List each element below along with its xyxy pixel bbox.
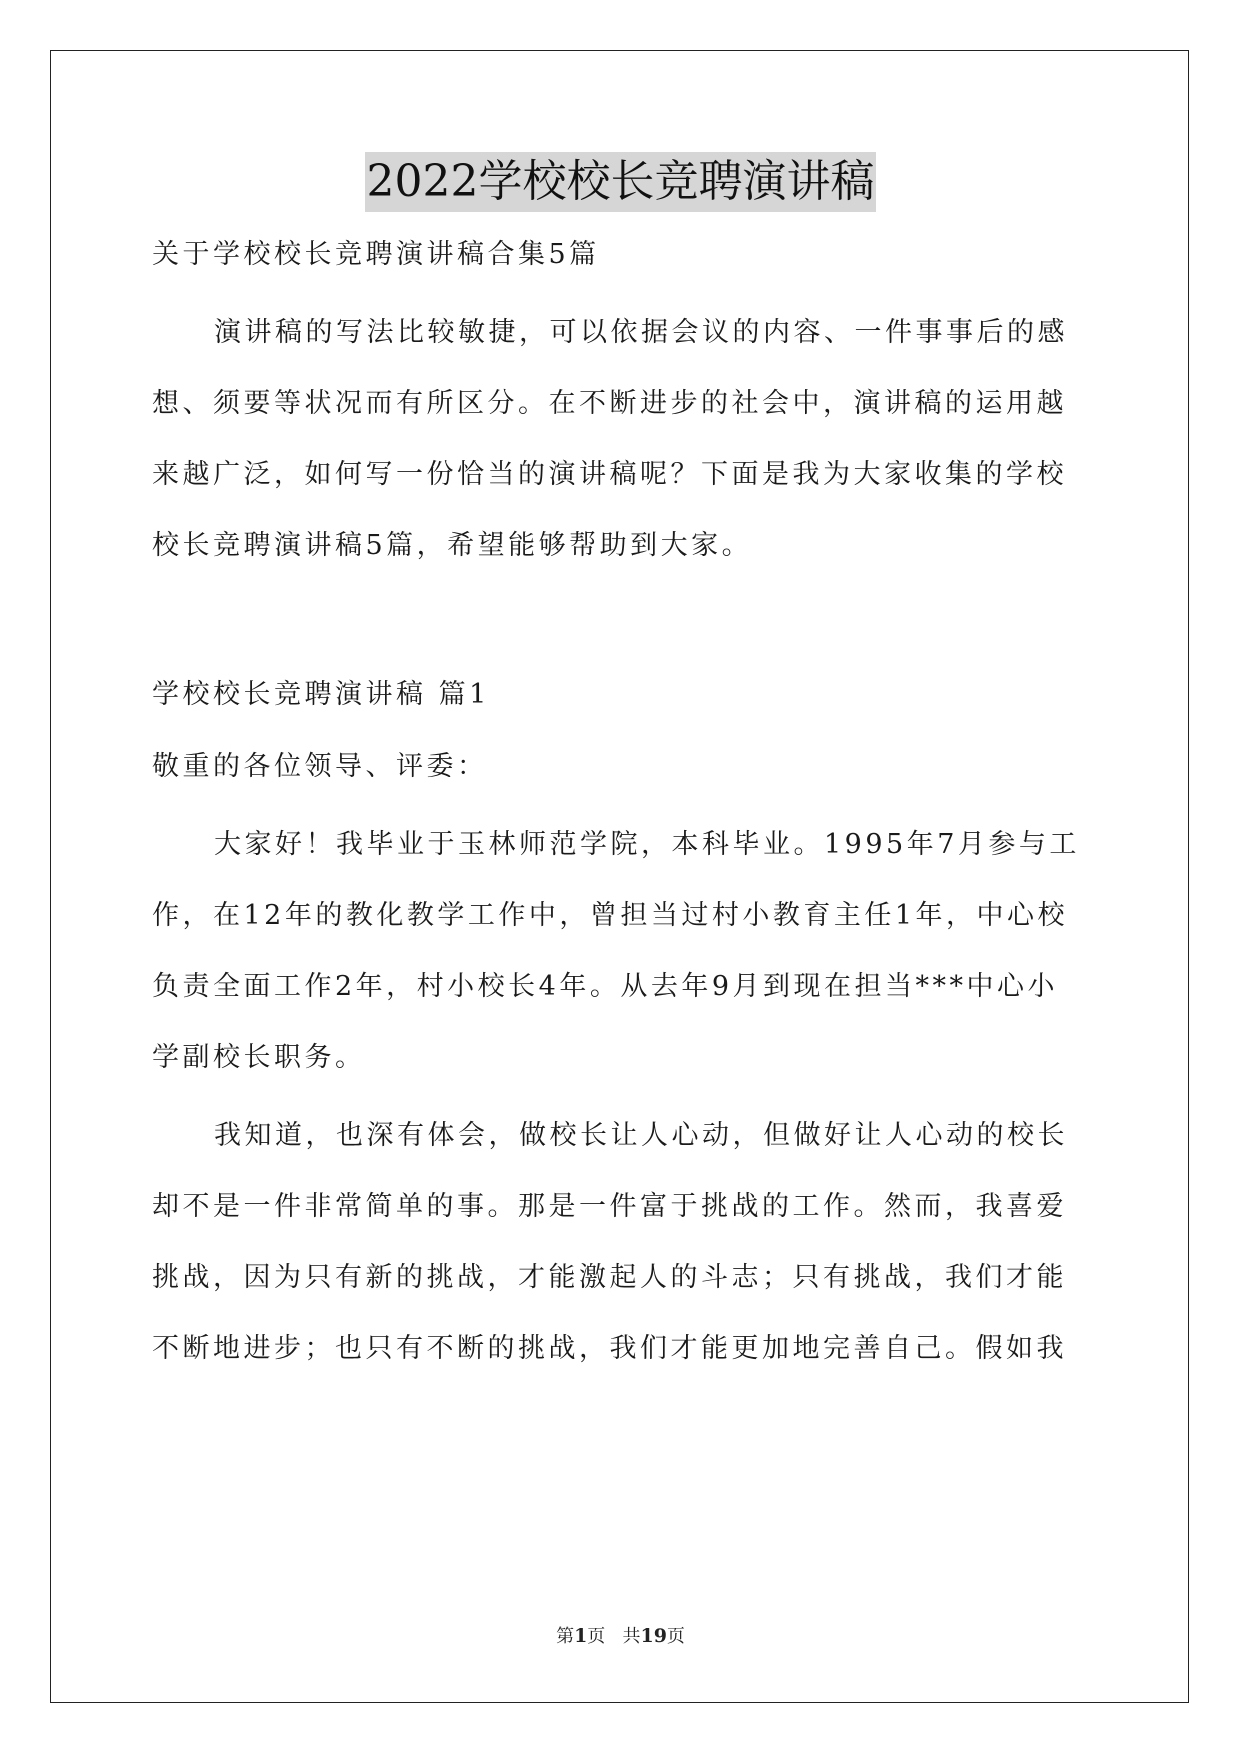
- document-title: 2022学校校长竞聘演讲稿: [365, 152, 877, 212]
- current-page-number: 1: [574, 1625, 588, 1647]
- title-container: [0, 152, 1241, 212]
- salutation: 敬重的各位领导、评委：: [152, 751, 488, 782]
- intro-line: 演讲稿的写法比较敏捷，可以依据会议的内容、一件事事后的感: [214, 317, 1068, 348]
- paragraph-line: 负责全面工作2年，村小校长4年。从去年9月到现在担当***中心小: [152, 971, 1059, 1002]
- paragraph-line: 学副校长职务。: [152, 1042, 366, 1073]
- paragraph-line: 却不是一件非常简单的事。那是一件富于挑战的工作。然而，我喜爱: [152, 1191, 1067, 1222]
- intro-line: 来越广泛，如何写一份恰当的演讲稿呢？下面是我为大家收集的学校: [152, 459, 1067, 490]
- paragraph-line: 大家好！我毕业于玉林师范学院，本科毕业。1995年7月参与工: [214, 829, 1080, 860]
- total-page-number: 19: [640, 1625, 667, 1647]
- paragraph-line: 不断地进步；也只有不断的挑战，我们才能更加地完善自己。假如我: [152, 1333, 1067, 1364]
- paragraph-line: 挑战，因为只有新的挑战，才能激起人的斗志；只有挑战，我们才能: [152, 1262, 1067, 1293]
- intro-line: 校长竞聘演讲稿5篇，希望能够帮助到大家。: [152, 530, 753, 561]
- paragraph-line: 作，在12年的教化教学工作中，曾担当过村小教育主任1年，中心校: [152, 900, 1069, 931]
- total-suffix: 页: [666, 1626, 685, 1647]
- paragraph-line: 我知道，也深有体会，做校长让人心动，但做好让人心动的校长: [214, 1120, 1068, 1151]
- page-border: [50, 50, 1189, 1703]
- total-prefix: 共: [622, 1626, 641, 1647]
- page-prefix: 第: [556, 1626, 575, 1647]
- intro-line: 想、须要等状况而有所区分。在不断进步的社会中，演讲稿的运用越: [152, 388, 1067, 419]
- section-heading: 学校校长竞聘演讲稿 篇1: [152, 679, 490, 710]
- page-suffix: 页: [587, 1626, 606, 1647]
- page-footer: [0, 1622, 1241, 1648]
- subtitle: 关于学校校长竞聘演讲稿合集5篇: [152, 239, 600, 270]
